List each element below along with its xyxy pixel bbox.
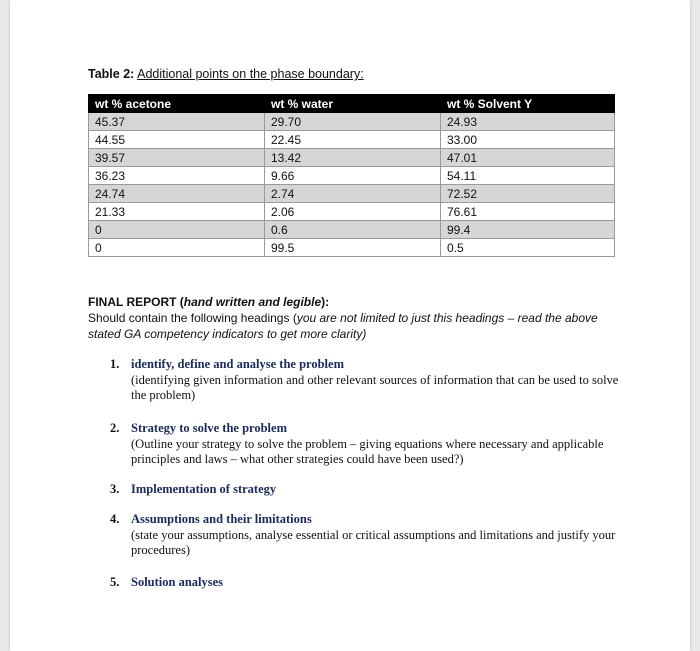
cell-solvent-y: 99.4 [441,221,615,239]
table-row [89,131,615,149]
report-heading-item [110,575,630,591]
final-report-heading [88,295,329,309]
phase-boundary-table [88,94,615,257]
table-row [89,167,615,185]
document-page [10,0,690,651]
table-row [89,149,615,167]
table-row [89,113,615,131]
cell-acetone: 0 [89,221,265,239]
cell-water: 2.06 [265,203,441,221]
item-description: (identifying given information and other relevant sources of information that can be used to solve the problem) [131,372,619,402]
cell-solvent-y: 54.11 [441,167,615,185]
report-title-suffix: ): [321,295,330,309]
item-description: (state your assumptions, analyse essential or critical assumptions and limitations and justify your procedures) [131,527,616,557]
report-heading-item [110,421,630,468]
item-heading: identify, define and analyse the problem [131,357,344,371]
item-heading: Strategy to solve the problem [131,421,287,435]
cell-solvent-y: 47.01 [441,149,615,167]
cell-acetone: 21.33 [89,203,265,221]
cell-water: 2.74 [265,185,441,203]
table-row [89,221,615,239]
cell-water: 13.42 [265,149,441,167]
cell-acetone: 45.37 [89,113,265,131]
cell-acetone: 0 [89,239,265,257]
cell-water: 0.6 [265,221,441,239]
report-heading-item [110,482,630,498]
cell-acetone: 24.74 [89,185,265,203]
item-number: 3. [110,482,120,496]
report-desc-plain: Should contain the following headings ( [88,311,297,325]
table-caption-title: Additional points on the phase boundary: [137,67,364,81]
table-row [89,203,615,221]
cell-acetone: 39.57 [89,149,265,167]
column-header-water: wt % water [265,95,441,113]
cell-solvent-y: 76.61 [441,203,615,221]
item-heading: Solution analyses [131,575,224,589]
item-description: (Outline your strategy to solve the problem – giving equations where necessary and applicable principles and laws – what other strategies could have been used?) [131,436,604,466]
report-heading-item [110,357,630,404]
cell-water: 22.45 [265,131,441,149]
cell-solvent-y: 72.52 [441,185,615,203]
table-header-row [89,95,615,113]
item-number: 1. [110,357,120,371]
report-desc-italic: you are not limited to just this headings – read the above stated GA competency indicators to get more clarity) [88,311,598,341]
report-title-prefix: FINAL REPORT ( [88,295,184,309]
cell-solvent-y: 0.5 [441,239,615,257]
column-header-acetone: wt % acetone [89,95,265,113]
final-report-description [88,311,628,342]
cell-acetone: 44.55 [89,131,265,149]
cell-acetone: 36.23 [89,167,265,185]
item-heading: Implementation of strategy [131,482,277,496]
item-heading: Assumptions and their limitations [131,512,312,526]
item-number: 2. [110,421,120,435]
item-number: 4. [110,512,120,526]
table-row [89,185,615,203]
table-caption [88,67,364,81]
table-row [89,239,615,257]
cell-solvent-y: 33.00 [441,131,615,149]
cell-water: 29.70 [265,113,441,131]
column-header-solvent-y: wt % Solvent Y [441,95,615,113]
item-number: 5. [110,575,120,589]
report-heading-item [110,512,630,559]
cell-solvent-y: 24.93 [441,113,615,131]
report-title-emphasis: hand written and legible [183,295,322,309]
cell-water: 9.66 [265,167,441,185]
table-caption-label: Table 2: [88,67,135,81]
cell-water: 99.5 [265,239,441,257]
